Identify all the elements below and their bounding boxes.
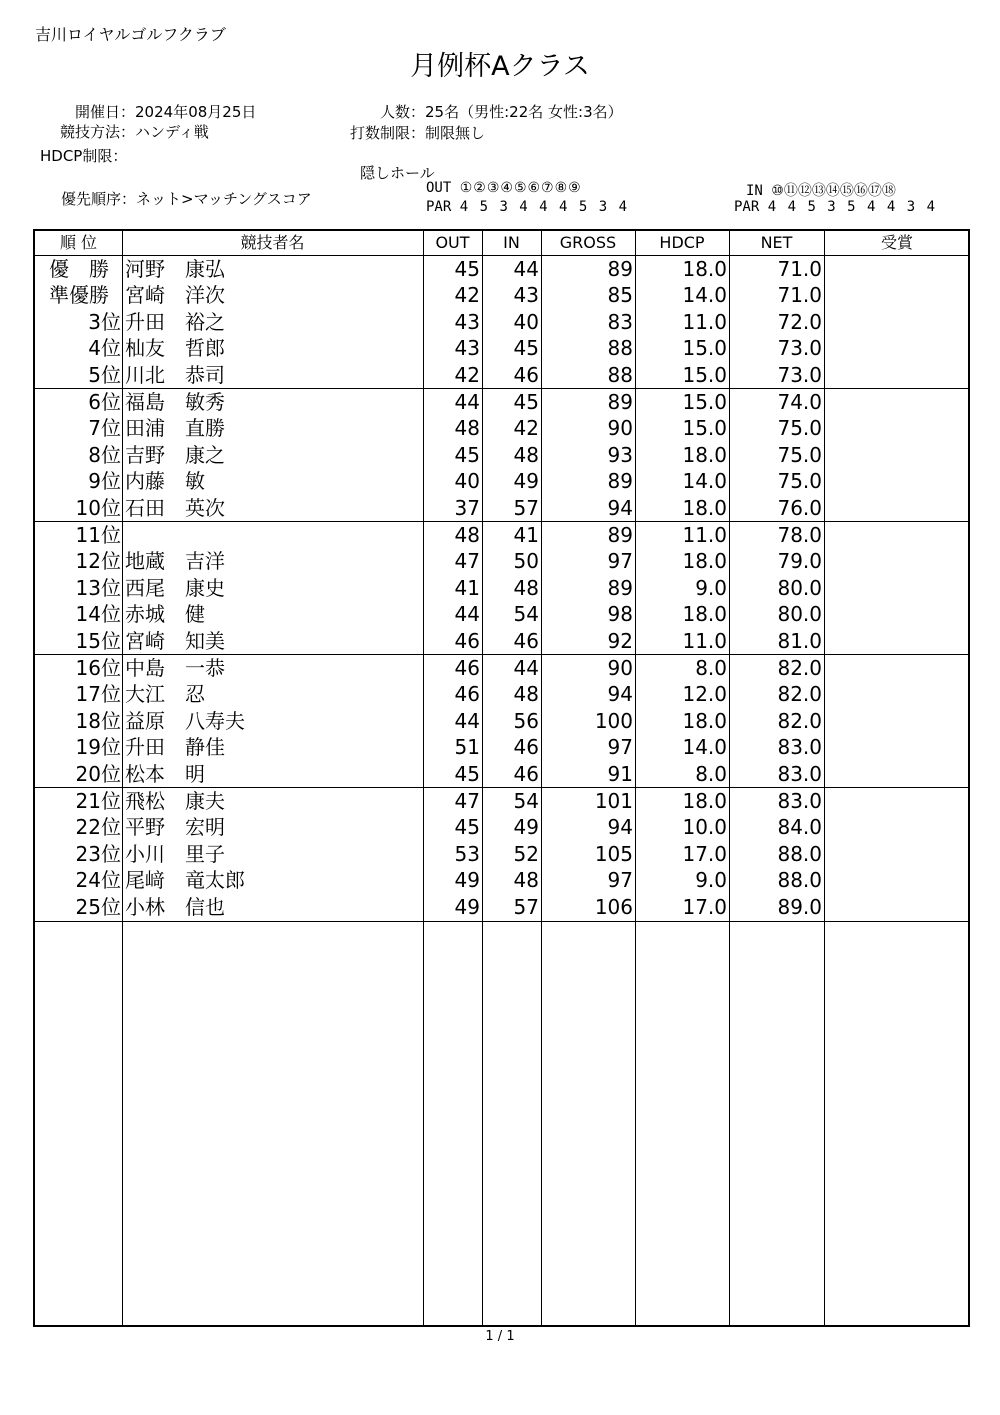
cell-out: 42 [454, 362, 480, 387]
cell-gross: 94 [607, 682, 633, 707]
cell-gross: 85 [607, 283, 633, 308]
cell-name: 地蔵 吉洋 [125, 549, 225, 574]
cell-in: 46 [513, 761, 539, 786]
cell-in: 45 [513, 389, 539, 414]
cell-out: 47 [454, 549, 480, 574]
priority-label: 優先順序 [60, 190, 121, 208]
table-row [35, 681, 972, 708]
cell-out: 53 [454, 841, 480, 866]
cell-out: 48 [454, 416, 480, 441]
out-par-label: PAR [426, 199, 452, 215]
cell-in: 52 [513, 841, 539, 866]
cell-out: 44 [454, 389, 480, 414]
header-in: IN [503, 233, 520, 252]
cell-in: 54 [513, 788, 539, 813]
cell-rank: 18位 [75, 708, 121, 733]
cell-hdcp: 14.0 [682, 735, 727, 760]
cell-out: 42 [454, 283, 480, 308]
cell-net: 74.0 [777, 389, 822, 414]
cell-gross: 97 [607, 868, 633, 893]
header-out: OUT [435, 233, 470, 252]
cell-hdcp: 10.0 [682, 815, 727, 840]
cell-hdcp: 14.0 [682, 283, 727, 308]
cell-name: 宮崎 洋次 [125, 283, 225, 308]
table-row [35, 601, 972, 628]
cell-hdcp: 11.0 [682, 309, 727, 334]
cell-rank: 17位 [75, 682, 121, 707]
cell-out: 44 [454, 708, 480, 733]
header-net: NET [760, 233, 793, 252]
cell-hdcp: 18.0 [682, 602, 727, 627]
cell-gross: 89 [607, 522, 633, 547]
hdcp-limit-sep: ： [112, 147, 128, 165]
table-row [35, 814, 972, 841]
cell-out: 47 [454, 788, 480, 813]
cell-out: 45 [454, 761, 480, 786]
cell-gross: 106 [594, 894, 633, 919]
cell-net: 76.0 [777, 495, 822, 520]
header-name: 競技者名 [240, 233, 305, 252]
cell-gross: 90 [607, 655, 633, 680]
in-par: 4 4 5 3 5 4 4 3 4 [767, 199, 936, 215]
cell-out: 45 [454, 815, 480, 840]
table-row [35, 256, 972, 283]
cell-rank: 10位 [75, 495, 121, 520]
cell-rank: 11位 [75, 522, 121, 547]
cell-hdcp: 12.0 [682, 682, 727, 707]
table-row [35, 867, 972, 894]
method-sep: ： [120, 123, 136, 141]
table-row [35, 788, 972, 815]
cell-net: 82.0 [777, 655, 822, 680]
date-line [60, 101, 256, 122]
table-row [35, 495, 972, 522]
cell-out: 37 [454, 495, 480, 520]
table-row [35, 548, 972, 575]
table-row [35, 335, 972, 362]
priority-sep: ： [121, 190, 137, 208]
cell-gross: 93 [607, 442, 633, 467]
stroke-limit-label: 打数制限 [349, 124, 410, 142]
table-row [35, 415, 972, 442]
club-name: 吉川ロイヤルゴルフクラブ [35, 25, 226, 44]
cell-in: 41 [513, 522, 539, 547]
cell-gross: 105 [594, 841, 633, 866]
players-sep: ： [410, 103, 426, 121]
page-number: 1 / 1 [485, 1329, 515, 1344]
cell-net: 88.0 [777, 841, 822, 866]
cell-out: 49 [454, 868, 480, 893]
cell-net: 83.0 [777, 761, 822, 786]
cell-name: 川北 恭司 [125, 362, 225, 387]
cell-name: 中島 一恭 [125, 655, 225, 680]
cell-out: 46 [454, 682, 480, 707]
cell-net: 72.0 [777, 309, 822, 334]
cell-rank: 20位 [75, 761, 121, 786]
table-row [35, 734, 972, 761]
priority-line [53, 188, 312, 209]
cell-out: 46 [454, 655, 480, 680]
cell-gross: 88 [607, 362, 633, 387]
table-row [35, 575, 972, 602]
out-holes-line [426, 180, 582, 196]
cell-net: 79.0 [777, 549, 822, 574]
cell-net: 75.0 [777, 442, 822, 467]
cell-rank: 6位 [88, 389, 121, 414]
cell-name: 益原 八寿夫 [125, 708, 245, 733]
table-row [35, 389, 972, 416]
stroke-limit-sep: ： [410, 124, 426, 142]
cell-in: 56 [513, 708, 539, 733]
cell-gross: 101 [594, 788, 633, 813]
cell-net: 89.0 [777, 894, 822, 919]
cell-hdcp: 15.0 [682, 336, 727, 361]
date-value: 2024年08月25日 [135, 103, 257, 121]
cell-gross: 89 [607, 256, 633, 281]
cell-in: 49 [513, 815, 539, 840]
cell-out: 46 [454, 628, 480, 653]
cell-net: 81.0 [777, 628, 822, 653]
date-sep: ： [120, 103, 136, 121]
table-row [35, 761, 972, 788]
cell-name: 平野 宏明 [125, 815, 225, 840]
table-row [35, 309, 972, 336]
cell-hdcp: 18.0 [682, 442, 727, 467]
cell-gross: 88 [607, 336, 633, 361]
in-label: IN [746, 183, 763, 199]
cell-name: 田浦 直勝 [125, 416, 225, 441]
cell-gross: 94 [607, 495, 633, 520]
header-hdcp: HDCP [659, 233, 705, 252]
cell-in: 54 [513, 602, 539, 627]
table-row [35, 282, 972, 309]
cell-in: 48 [513, 682, 539, 707]
cell-out: 44 [454, 602, 480, 627]
cell-in: 40 [513, 309, 539, 334]
cell-name: 大江 忍 [125, 682, 205, 707]
cell-rank: 3位 [88, 309, 121, 334]
cell-gross: 92 [607, 628, 633, 653]
method-label: 競技方法 [59, 123, 120, 141]
cell-rank: 4位 [88, 336, 121, 361]
cell-in: 45 [513, 336, 539, 361]
header-rank: 順 位 [59, 233, 98, 252]
cell-gross: 89 [607, 389, 633, 414]
in-holes-line [746, 180, 896, 200]
cell-name: 升田 裕之 [125, 309, 225, 334]
cell-net: 82.0 [777, 682, 822, 707]
cell-gross: 89 [607, 575, 633, 600]
cell-net: 83.0 [777, 788, 822, 813]
cell-hdcp: 9.0 [695, 575, 727, 600]
cell-rank: 24位 [75, 868, 121, 893]
out-holes: ①②③④⑤⑥⑦⑧⑨ [459, 180, 582, 196]
cell-name: 宮崎 知美 [125, 628, 225, 653]
table-row [35, 841, 972, 868]
cell-hdcp: 14.0 [682, 469, 727, 494]
method-line [40, 121, 209, 142]
cell-in: 42 [513, 416, 539, 441]
cell-in: 44 [513, 256, 539, 281]
stroke-limit-value: 制限無し [425, 124, 486, 142]
date-label: 開催日 [74, 103, 120, 121]
table-row [35, 628, 972, 655]
cell-rank: 準優勝 [49, 283, 109, 308]
in-holes: ⑩⑪⑫⑬⑭⑮⑯⑰⑱ [771, 183, 896, 199]
cell-out: 51 [454, 735, 480, 760]
cell-net: 78.0 [777, 522, 822, 547]
cell-out: 48 [454, 522, 480, 547]
cell-net: 71.0 [777, 256, 822, 281]
table-row [35, 522, 972, 549]
table-row [35, 655, 972, 682]
cell-name: 小林 信也 [125, 894, 225, 919]
cell-out: 45 [454, 442, 480, 467]
out-par: 4 5 3 4 4 4 5 3 4 [459, 199, 628, 215]
cell-rank: 14位 [75, 602, 121, 627]
cell-rank: 25位 [75, 894, 121, 919]
cell-rank: 19位 [75, 735, 121, 760]
cell-in: 46 [513, 362, 539, 387]
cell-rank: 8位 [88, 442, 121, 467]
cell-net: 71.0 [777, 283, 822, 308]
cell-rank: 15位 [75, 628, 121, 653]
cell-name: 飛松 康夫 [125, 788, 225, 813]
cell-name: 赤城 健 [125, 602, 205, 627]
cell-net: 75.0 [777, 416, 822, 441]
method-value: ハンディ戦 [135, 123, 209, 141]
cell-rank: 5位 [88, 362, 121, 387]
cell-in: 49 [513, 469, 539, 494]
cell-net: 82.0 [777, 708, 822, 733]
cell-gross: 97 [607, 735, 633, 760]
cell-hdcp: 17.0 [682, 841, 727, 866]
cell-hdcp: 8.0 [695, 761, 727, 786]
cell-net: 80.0 [777, 602, 822, 627]
players-value: 25名（男性:22名 女性:3名） [425, 103, 623, 121]
stroke-limit-line [330, 122, 485, 143]
cell-rank: 21位 [75, 788, 121, 813]
cell-rank: 優 勝 [49, 256, 109, 281]
cell-in: 48 [513, 575, 539, 600]
cell-rank: 16位 [75, 655, 121, 680]
cell-net: 73.0 [777, 362, 822, 387]
cell-rank: 12位 [75, 549, 121, 574]
cell-gross: 83 [607, 309, 633, 334]
cell-hdcp: 11.0 [682, 628, 727, 653]
table-row [35, 362, 972, 389]
hdcp-limit-line [40, 145, 127, 166]
cell-in: 57 [513, 495, 539, 520]
cell-name: 石田 英次 [125, 495, 225, 520]
hdcp-limit-label: HDCP制限 [40, 147, 113, 165]
out-label: OUT [426, 180, 452, 196]
in-par-line [734, 199, 935, 215]
cell-rank: 13位 [75, 575, 121, 600]
cell-out: 43 [454, 309, 480, 334]
cell-rank: 22位 [75, 815, 121, 840]
in-par-label: PAR [734, 199, 760, 215]
cell-out: 41 [454, 575, 480, 600]
cell-net: 84.0 [777, 815, 822, 840]
cell-net: 88.0 [777, 868, 822, 893]
cell-in: 44 [513, 655, 539, 680]
cell-name: 西尾 康史 [125, 575, 225, 600]
cell-hdcp: 9.0 [695, 868, 727, 893]
cell-net: 73.0 [777, 336, 822, 361]
cell-name: 升田 静佳 [125, 735, 225, 760]
players-label: 人数 [379, 103, 410, 121]
cell-in: 46 [513, 735, 539, 760]
out-par-line [426, 199, 627, 215]
header-award: 受賞 [880, 233, 913, 252]
players-line [330, 101, 623, 122]
cell-out: 40 [454, 469, 480, 494]
cell-in: 48 [513, 442, 539, 467]
cell-in: 57 [513, 894, 539, 919]
cell-hdcp: 15.0 [682, 389, 727, 414]
cell-out: 49 [454, 894, 480, 919]
cell-gross: 90 [607, 416, 633, 441]
cell-hdcp: 8.0 [695, 655, 727, 680]
cell-rank: 7位 [88, 416, 121, 441]
cell-net: 83.0 [777, 735, 822, 760]
cell-hdcp: 18.0 [682, 495, 727, 520]
cell-name: 杣友 哲郎 [125, 336, 225, 361]
cell-in: 43 [513, 283, 539, 308]
cell-name: 吉野 康之 [125, 442, 225, 467]
cell-hdcp: 17.0 [682, 894, 727, 919]
cell-gross: 98 [607, 602, 633, 627]
cell-name: 松本 明 [125, 761, 205, 786]
cell-out: 43 [454, 336, 480, 361]
priority-value: ネット>マッチングスコア [136, 190, 312, 208]
cell-gross: 97 [607, 549, 633, 574]
cell-gross: 89 [607, 469, 633, 494]
group-divider [35, 921, 968, 922]
cell-name [125, 522, 425, 549]
cell-name: 河野 康弘 [125, 256, 225, 281]
results-table [33, 229, 970, 1327]
table-row [35, 442, 972, 469]
cell-name: 福島 敏秀 [125, 389, 225, 414]
cell-hdcp: 15.0 [682, 416, 727, 441]
cell-hdcp: 18.0 [682, 256, 727, 281]
cell-hdcp: 11.0 [682, 522, 727, 547]
cell-hdcp: 18.0 [682, 788, 727, 813]
table-row [35, 468, 972, 495]
header-gross: GROSS [559, 233, 617, 252]
cell-hdcp: 15.0 [682, 362, 727, 387]
page-title: 月例杯Aクラス [410, 51, 590, 82]
cell-name: 小川 里子 [125, 841, 225, 866]
cell-name: 尾﨑 竜太郎 [125, 868, 245, 893]
table-row [35, 894, 972, 921]
cell-hdcp: 18.0 [682, 708, 727, 733]
table-row [35, 708, 972, 735]
cell-net: 75.0 [777, 469, 822, 494]
cell-gross: 100 [594, 708, 633, 733]
cell-in: 46 [513, 628, 539, 653]
cell-hdcp: 18.0 [682, 549, 727, 574]
hidden-holes-label: 隠しホール [360, 164, 435, 182]
cell-rank: 9位 [88, 469, 121, 494]
cell-gross: 91 [607, 761, 633, 786]
cell-gross: 94 [607, 815, 633, 840]
cell-in: 50 [513, 549, 539, 574]
cell-out: 45 [454, 256, 480, 281]
cell-net: 80.0 [777, 575, 822, 600]
cell-in: 48 [513, 868, 539, 893]
cell-name: 内藤 敏 [125, 469, 205, 494]
cell-rank: 23位 [75, 841, 121, 866]
